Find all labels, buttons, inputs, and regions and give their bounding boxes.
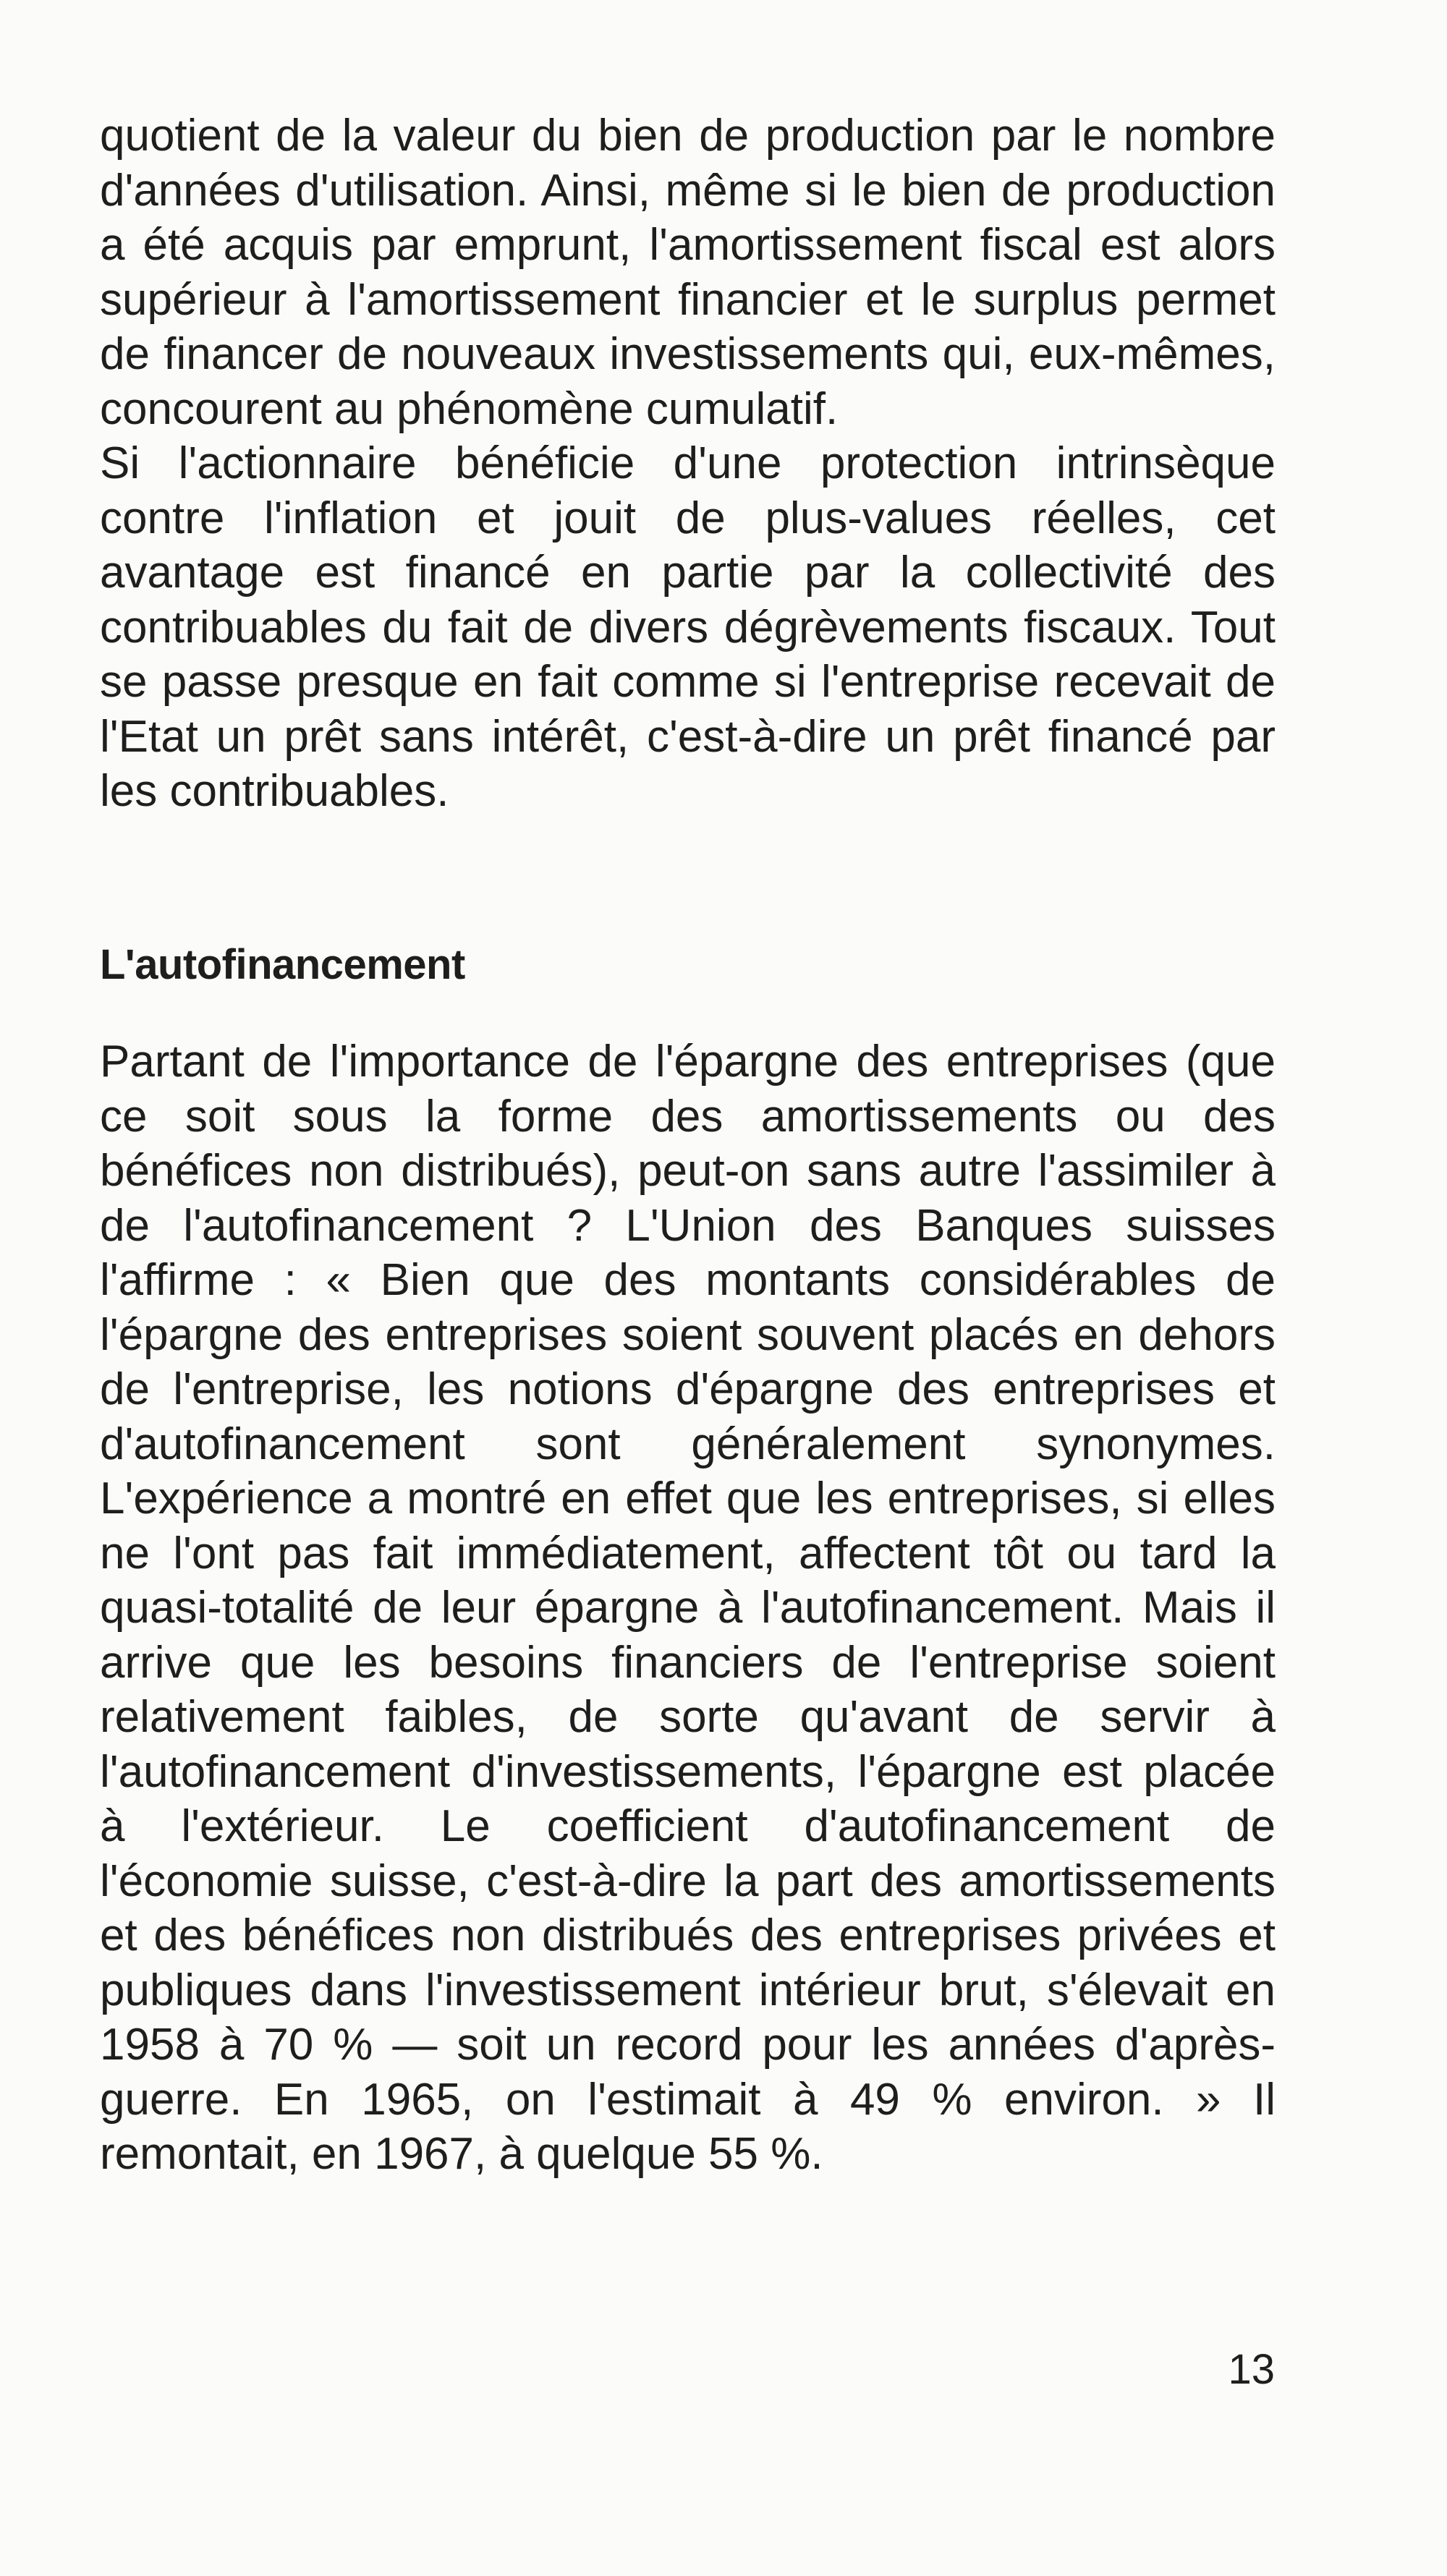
paragraph-self-financing: Partant de l'importance de l'épargne des entreprises (que ce soit sous la forme des amortissements ou des bénéfices non distribués), peut-on sans autre l'assimiler à de l'autofinancement ? L'Union des Banques suisses l'affirme : « Bien que des montants considérables de l'épargne des entreprises soient souvent placés en dehors de l'entreprise, les notions d'épargne des entreprises et d'autofinancement sont généralement synonymes. L'expérience a montré en effet que les entreprises, si elles ne l'ont pas fait immédiatement, affectent tôt ou tard la quasi-totalité de leur épargne à l'autofinancement. Mais il arrive que les besoins financiers de l'entreprise soient relativement faibles, de sorte qu'avant de servir à l'autofinancement d'investissements, l'épargne est placée à l'extérieur. Le coefficient d'autofinancement de l'économie suisse, c'est-à-dire la part des amortissements et des bénéfices non distribués des entreprises privées et publiques dans l'investissement intérieur brut, s'élevait en 1958 à 70 % — soit un record pour les années d'après-guerre. En 1965, on l'estimait à 49 % environ. » Il remontait, en 1967, à quelque 55 %. xyxy=(100,1037,1276,2179)
section-heading: L'autofinancement xyxy=(100,941,465,988)
body-text-bottom xyxy=(100,1034,1276,2182)
page-number: 13 xyxy=(1228,2346,1275,2393)
paragraph-shareholder: Si l'actionnaire bénéficie d'une protection intrinsèque contre l'inflation et jouit de plus-values réelles, cet avantage est financé en partie par la collectivité des contribuables du fait de divers dégrèvements fiscaux. Tout se passe presque en fait comme si l'entreprise recevait de l'Etat un prêt sans intérêt, c'est-à-dire un prêt financé par les contribuables. xyxy=(100,438,1276,816)
paragraph-depreciation: quotient de la valeur du bien de production par le nombre d'années d'utilisation. Ainsi, même si le bien de production a été acquis par emprunt, l'amortissement fiscal est alors supérieur à l'amortissement financier et le surplus permet de financer de nouveaux investissements qui, eux-mêmes, concourent au phénomène cumulatif. xyxy=(100,111,1276,434)
body-text-top xyxy=(100,109,1276,819)
